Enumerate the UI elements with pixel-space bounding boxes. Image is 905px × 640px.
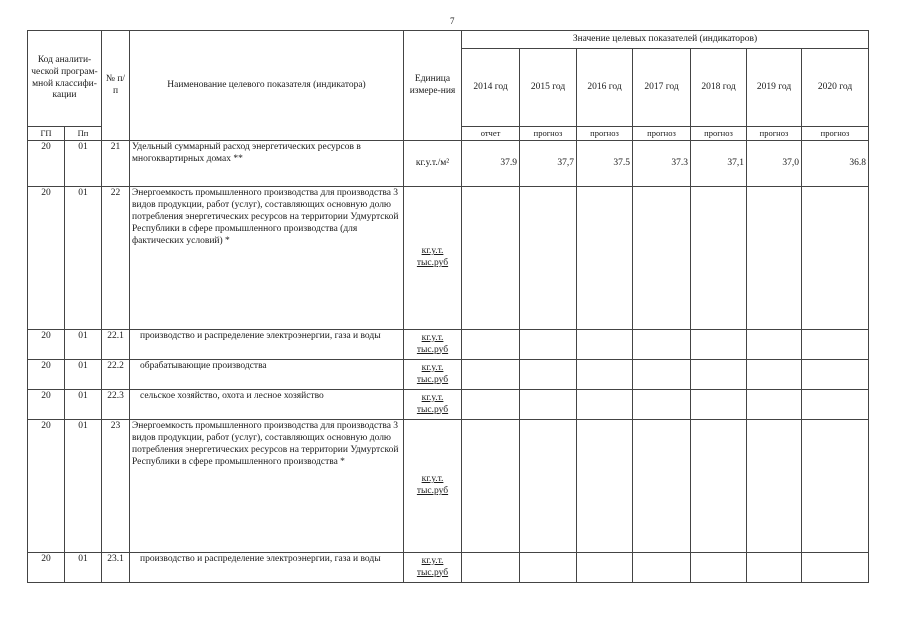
table-row	[28, 553, 869, 583]
value-cell	[802, 360, 869, 390]
value-cell	[802, 330, 869, 360]
row-number-cell: 22.1	[102, 330, 130, 360]
value-cell	[691, 360, 747, 390]
unit-header: Единица измере-ния	[404, 31, 462, 141]
value-cell	[691, 330, 747, 360]
value-cell	[747, 420, 802, 553]
unit-cell: кг.у.т. тыс.руб	[404, 420, 462, 553]
indicator-name-cell: Энергоемкость промышленного производства для производства 3 видов продукции, работ (услуг), составляющих основную долю потребления энергетических ресурсов на территории Удмуртской Республики в сфере промышленного производства (для фактических условий) *	[130, 187, 404, 330]
value-cell	[520, 360, 577, 390]
value-cell	[577, 360, 633, 390]
pp-code-cell: 01	[65, 187, 102, 330]
value-cell	[462, 330, 520, 360]
value-cell	[633, 390, 691, 420]
row-number-cell: 22.3	[102, 390, 130, 420]
year-type: прогноз	[691, 127, 747, 141]
year-header: 2016 год	[577, 49, 633, 127]
table-row	[28, 360, 869, 390]
value-cell	[747, 553, 802, 583]
number-header: № п/п	[102, 31, 130, 141]
value-cell	[747, 360, 802, 390]
gp-code-cell: 20	[28, 360, 65, 390]
unit-cell: кг.у.т. тыс.руб	[404, 390, 462, 420]
gp-code-cell: 20	[28, 141, 65, 187]
gp-code-cell: 20	[28, 553, 65, 583]
value-cell: 36.8	[802, 141, 869, 187]
year-type: прогноз	[633, 127, 691, 141]
value-cell	[802, 420, 869, 553]
value-cell	[462, 390, 520, 420]
pp-code-cell: 01	[65, 141, 102, 187]
year-type: прогноз	[577, 127, 633, 141]
value-cell	[462, 360, 520, 390]
pp-code-cell: 01	[65, 330, 102, 360]
value-cell	[802, 187, 869, 330]
table-row	[28, 141, 869, 187]
unit-cell: кг.у.т. тыс.руб	[404, 187, 462, 330]
page-number: 7	[450, 16, 455, 26]
value-cell: 37.5	[577, 141, 633, 187]
row-number-cell: 22.2	[102, 360, 130, 390]
value-cell	[691, 187, 747, 330]
value-cell	[747, 390, 802, 420]
value-cell: 37,0	[747, 141, 802, 187]
year-header: 2020 год	[802, 49, 869, 127]
pp-code-cell: 01	[65, 553, 102, 583]
year-header: 2019 год	[747, 49, 802, 127]
indicator-name-cell: обрабатывающие производства	[130, 360, 404, 390]
value-cell: 37.9	[462, 141, 520, 187]
value-cell	[691, 390, 747, 420]
pp-code-cell: 01	[65, 390, 102, 420]
pp-header: Пп	[65, 127, 102, 141]
unit-cell: кг.у.т./м²	[404, 141, 462, 187]
value-cell	[520, 187, 577, 330]
table-row	[28, 187, 869, 330]
value-cell	[577, 390, 633, 420]
value-cell	[691, 553, 747, 583]
table-row	[28, 420, 869, 553]
value-cell	[520, 553, 577, 583]
row-number-cell: 21	[102, 141, 130, 187]
year-type: прогноз	[747, 127, 802, 141]
table-row	[28, 390, 869, 420]
gp-header: ГП	[28, 127, 65, 141]
row-number-cell: 22	[102, 187, 130, 330]
values-header: Значение целевых показателей (индикаторов)	[462, 31, 869, 49]
row-number-cell: 23	[102, 420, 130, 553]
value-cell: 37.3	[633, 141, 691, 187]
gp-code-cell: 20	[28, 187, 65, 330]
value-cell	[633, 420, 691, 553]
year-header: 2014 год	[462, 49, 520, 127]
value-cell	[691, 420, 747, 553]
code-header: Код аналити-ческой програм-мной классифи-кации	[28, 31, 102, 127]
year-type: прогноз	[520, 127, 577, 141]
gp-code-cell: 20	[28, 330, 65, 360]
value-cell: 37,7	[520, 141, 577, 187]
value-cell	[747, 330, 802, 360]
unit-cell: кг.у.т. тыс.руб	[404, 553, 462, 583]
indicator-name-cell: производство и распределение электроэнергии, газа и воды	[130, 330, 404, 360]
year-header: 2017 год	[633, 49, 691, 127]
unit-cell: кг.у.т. тыс.руб	[404, 360, 462, 390]
year-type: прогноз	[802, 127, 869, 141]
value-cell: 37,1	[691, 141, 747, 187]
value-cell	[633, 330, 691, 360]
value-cell	[802, 390, 869, 420]
gp-code-cell: 20	[28, 390, 65, 420]
value-cell	[802, 553, 869, 583]
pp-code-cell: 01	[65, 360, 102, 390]
value-cell	[462, 187, 520, 330]
value-cell	[577, 330, 633, 360]
year-header: 2015 год	[520, 49, 577, 127]
value-cell	[520, 330, 577, 360]
value-cell	[462, 420, 520, 553]
unit-cell: кг.у.т. тыс.руб	[404, 330, 462, 360]
indicators-table	[27, 30, 869, 583]
value-cell	[633, 187, 691, 330]
pp-code-cell: 01	[65, 420, 102, 553]
gp-code-cell: 20	[28, 420, 65, 553]
indicator-name-cell: Удельный суммарный расход энергетических ресурсов в многоквартирных домах **	[130, 141, 404, 187]
value-cell	[633, 553, 691, 583]
value-cell	[577, 420, 633, 553]
value-cell	[577, 187, 633, 330]
value-cell	[520, 420, 577, 553]
value-cell	[520, 390, 577, 420]
year-header: 2018 год	[691, 49, 747, 127]
value-cell	[577, 553, 633, 583]
value-cell	[462, 553, 520, 583]
year-type: отчет	[462, 127, 520, 141]
indicator-name-cell: Энергоемкость промышленного производства для производства 3 видов продукции, работ (услуг), составляющих основную долю потребления энергетических ресурсов на территории Удмуртской Республики в сфере промышленного производства *	[130, 420, 404, 553]
name-header: Наименование целевого показателя (индикатора)	[130, 31, 404, 141]
indicator-name-cell: сельское хозяйство, охота и лесное хозяйство	[130, 390, 404, 420]
table-row	[28, 330, 869, 360]
row-number-cell: 23.1	[102, 553, 130, 583]
value-cell	[747, 187, 802, 330]
indicator-name-cell: производство и распределение электроэнергии, газа и воды	[130, 553, 404, 583]
value-cell	[633, 360, 691, 390]
